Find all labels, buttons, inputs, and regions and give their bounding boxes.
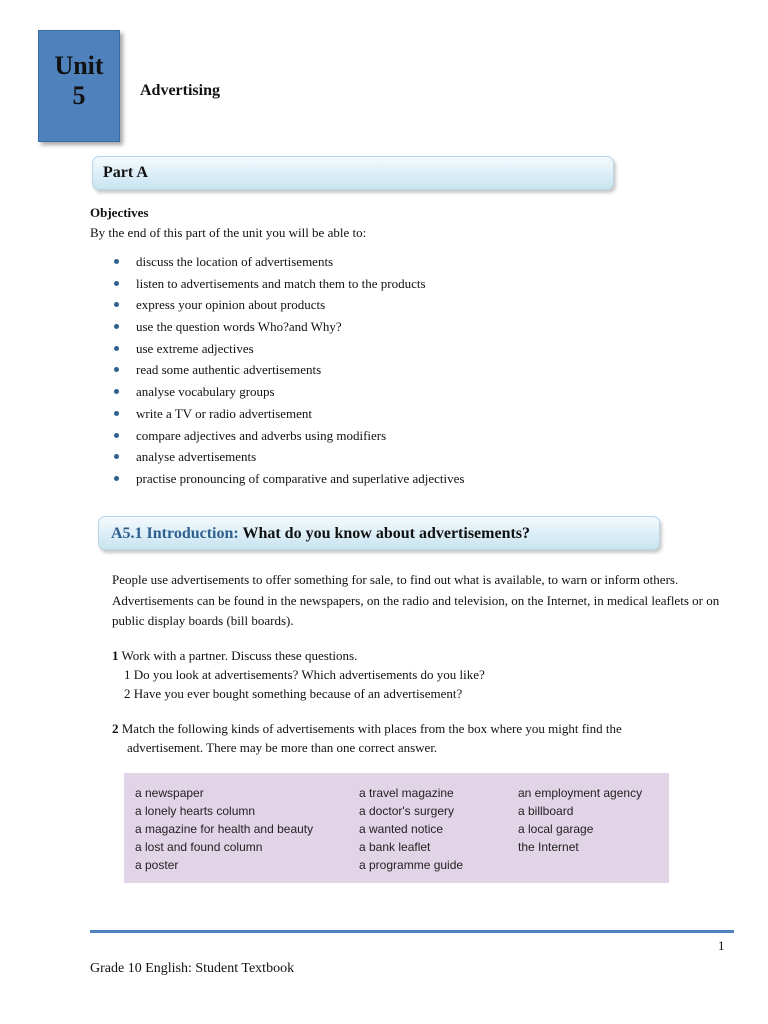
word-box-item: a wanted notice: [359, 822, 444, 836]
word-box-item: a magazine for health and beauty: [135, 822, 314, 836]
bullet-icon: [114, 367, 119, 372]
objectives-list: [114, 254, 465, 493]
part-a-label: Part A: [103, 164, 148, 181]
objective-item: compare adjectives and adverbs using modifiers: [114, 428, 465, 450]
word-box-item: a lost and found column: [135, 840, 263, 854]
unit-number: 5: [72, 81, 86, 110]
question-2-text: Match the following kinds of advertisements with places from the box where you might find the: [121, 721, 622, 736]
bullet-icon: [114, 389, 119, 394]
objective-item: discuss the location of advertisements: [114, 254, 465, 276]
word-box-item: a newspaper: [135, 786, 204, 800]
book-title: Grade 10 English: Student Textbook: [90, 961, 295, 976]
question-1-number: 1: [112, 648, 119, 663]
footer-rule: [90, 930, 734, 933]
unit-title: Advertising: [140, 82, 220, 99]
word-box-item: an employment agency: [518, 786, 643, 800]
word-box-item: a billboard: [518, 804, 574, 818]
bullet-icon: [114, 411, 119, 416]
word-box-item: the Internet: [518, 840, 579, 854]
word-box-column-2: [359, 784, 463, 874]
word-box-item: a local garage: [518, 822, 594, 836]
question-2-text-cont: advertisement. There may be more than one correct answer.: [127, 740, 438, 755]
question-1-sub-2: 2 Have you ever bought something because of an advertisement?: [124, 686, 463, 701]
word-box-item: a travel magazine: [359, 786, 454, 800]
bullet-icon: [114, 433, 119, 438]
objective-item: write a TV or radio advertisement: [114, 406, 465, 428]
objective-item: analyse advertisements: [114, 449, 465, 471]
word-box-item: a doctor's surgery: [359, 804, 454, 818]
section-code: A5.1 Introduction:: [111, 525, 239, 542]
objective-item: use the question words Who?and Why?: [114, 319, 465, 341]
question-1: [112, 646, 485, 703]
objectives-title: Objectives: [90, 205, 149, 220]
bullet-icon: [114, 346, 119, 351]
objective-item: practise pronouncing of comparative and superlative adjectives: [114, 471, 465, 493]
objective-item: analyse vocabulary groups: [114, 384, 465, 406]
page-number: 1: [718, 938, 725, 953]
objectives-intro: By the end of this part of the unit you will be able to:: [90, 225, 367, 240]
bullet-icon: [114, 454, 119, 459]
objective-item: express your opinion about products: [114, 297, 465, 319]
objective-item: use extreme adjectives: [114, 341, 465, 363]
question-2: [112, 719, 722, 757]
word-box-column-1: [135, 784, 313, 874]
section-title: What do you know about advertisements?: [242, 525, 531, 542]
bullet-icon: [114, 259, 119, 264]
question-2-number: 2: [112, 721, 119, 736]
objective-item: read some authentic advertisements: [114, 362, 465, 384]
part-a-banner: [92, 156, 614, 190]
word-box-column-3: [518, 784, 642, 856]
word-box-item: a programme guide: [359, 858, 464, 872]
bullet-icon: [114, 281, 119, 286]
objective-item: listen to advertisements and match them to the products: [114, 276, 465, 298]
word-box-item: a lonely hearts column: [135, 804, 256, 818]
word-box-item: a poster: [135, 858, 179, 872]
word-box: [124, 773, 669, 883]
bullet-icon: [114, 302, 119, 307]
bullet-icon: [114, 324, 119, 329]
word-box-item: a bank leaflet: [359, 840, 431, 854]
question-1-sub-1: 1 Do you look at advertisements? Which advertisements do you like?: [124, 667, 485, 682]
question-1-text: Work with a partner. Discuss these questions.: [121, 648, 358, 663]
bullet-icon: [114, 476, 119, 481]
section-banner: [98, 516, 660, 550]
unit-label: Unit: [54, 51, 104, 80]
unit-badge: [38, 30, 120, 142]
intro-paragraph: People use advertisements to offer something for sale, to find out what is available, to warn or inform others. Advertisements can be found in the newspapers, on the radio and television, on the Internet, in medical leaflets or on public display boards (bill boards).: [112, 572, 720, 628]
